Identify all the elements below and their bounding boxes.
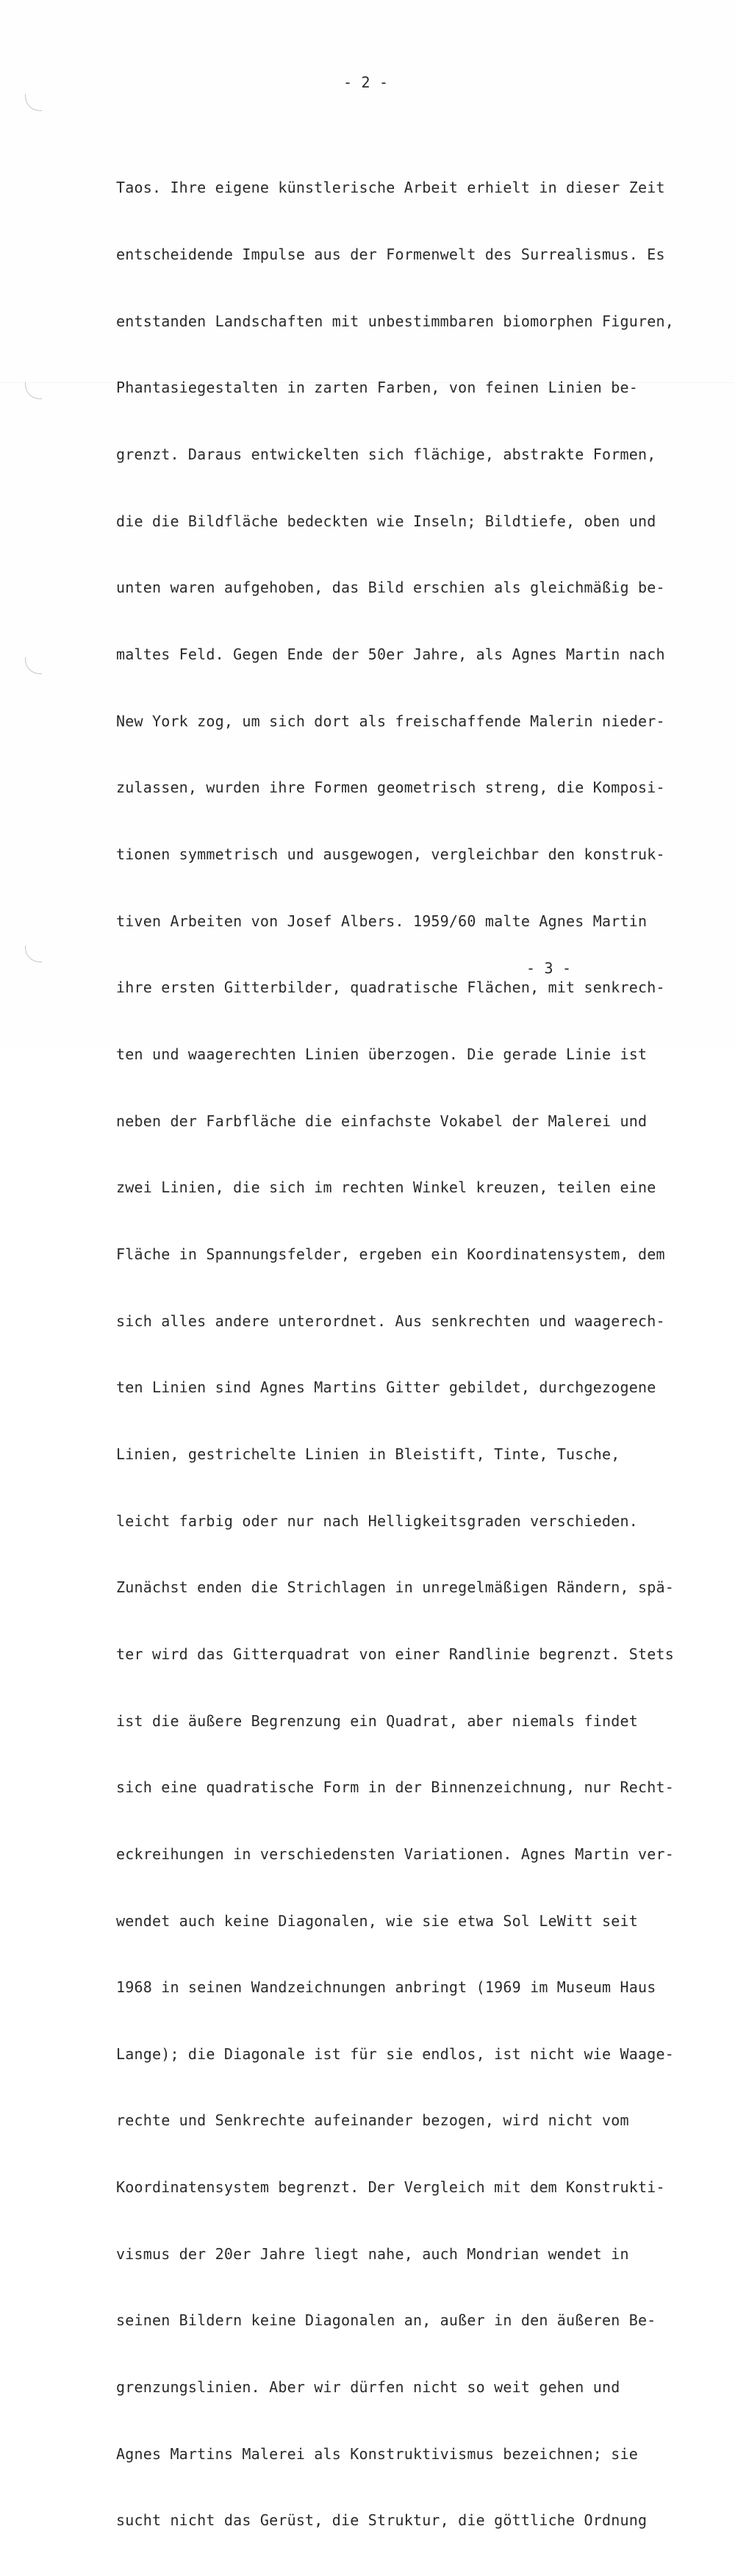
body-text (116, 132, 674, 2576)
text-line: ist die äußere Begrenzung ein Quadrat, aber niemals findet (116, 1711, 638, 1730)
text-line: zulassen, wurden ihre Formen geometrisch streng, die Komposi- (116, 779, 665, 797)
text-line: ten und waagerechten Linien überzogen. Die gerade Linie ist (116, 1045, 648, 1063)
text-line: vismus der 20er Jahre liegt nahe, auch Mondrian wendet in (116, 2244, 629, 2263)
text-line: entstanden Landschaften mit unbestimmbaren biomorphen Figuren, (116, 312, 674, 330)
punch-hole-mark (25, 382, 42, 399)
text-line: neben der Farbfläche die einfachste Vokabel der Malerei und (116, 1112, 648, 1130)
text-line: grenzt. Daraus entwickelten sich flächige, abstrakte Formen, (116, 446, 656, 464)
page-number-top: - 2 - (343, 74, 389, 91)
text-line: Lange); die Diagonale ist für sie endlos, ist nicht wie Waage- (116, 2044, 674, 2063)
page-number-bottom: - 3 - (526, 959, 572, 977)
text-line: Phantasiegestalten in zarten Farben, von feinen Linien be- (116, 379, 638, 397)
text-line: tiven Arbeiten von Josef Albers. 1959/60 malte Agnes Martin (116, 912, 648, 930)
text-line: New York zog, um sich dort als freischaffende Malerin nieder- (116, 712, 665, 730)
text-line: Koordinatensystem begrenzt. Der Vergleich mit dem Konstrukti- (116, 2178, 665, 2197)
text-line: maltes Feld. Gegen Ende der 50er Jahre, als Agnes Martin nach (116, 645, 665, 664)
punch-hole-mark (25, 945, 42, 962)
text-line: sich eine quadratische Form in der Binnenzeichnung, nur Recht- (116, 1778, 674, 1797)
text-line: entscheidende Impulse aus der Formenwelt des Surrealismus. Es (116, 246, 665, 264)
text-line: leicht farbig oder nur nach Helligkeitsgraden verschieden. (116, 1511, 638, 1530)
text-line: zwei Linien, die sich im rechten Winkel kreuzen, teilen eine (116, 1178, 656, 1197)
text-line: seinen Bildern keine Diagonalen an, außer in den äußeren Be- (116, 2311, 656, 2330)
text-line: rechte und Senkrechte aufeinander bezogen, wird nicht vom (116, 2111, 629, 2130)
text-line: sucht nicht das Gerüst, die Struktur, die göttliche Ordnung (116, 2511, 648, 2530)
punch-hole-mark (25, 657, 42, 674)
text-line: sich alles andere unterordnet. Aus senkrechten und waagerech- (116, 1312, 665, 1330)
text-line: Taos. Ihre eigene künstlerische Arbeit erhielt in dieser Zeit (116, 179, 665, 197)
text-line: ihre ersten Gitterbilder, quadratische Flächen, mit senkrech- (116, 978, 665, 997)
text-line: 1968 in seinen Wandzeichnungen anbringt (1969 im Museum Haus (116, 1978, 656, 1997)
text-line: Linien, gestrichelte Linien in Bleistift, Tinte, Tusche, (116, 1445, 620, 1463)
text-line: unten waren aufgehoben, das Bild erschien als gleichmäßig be- (116, 579, 665, 597)
text-line: Fläche in Spannungsfelder, ergeben ein Koordinatensystem, dem (116, 1245, 665, 1263)
text-line: eckreihungen in verschiedensten Variationen. Agnes Martin ver- (116, 1845, 674, 1863)
text-line: die die Bildfläche bedeckten wie Inseln; Bildtiefe, oben und (116, 512, 656, 530)
text-line: Agnes Martins Malerei als Konstruktivismus bezeichnen; sie (116, 2444, 638, 2463)
text-line: grenzungslinien. Aber wir dürfen nicht so weit gehen und (116, 2378, 620, 2397)
punch-hole-mark (25, 94, 42, 111)
text-line: wendet auch keine Diagonalen, wie sie etwa Sol LeWitt seit (116, 1911, 638, 1930)
text-line: ter wird das Gitterquadrat von einer Randlinie begrenzt. Stets (116, 1645, 674, 1663)
text-line: Zunächst enden die Strichlagen in unregelmäßigen Rändern, spä- (116, 1578, 674, 1597)
text-line: ten Linien sind Agnes Martins Gitter gebildet, durchgezogene (116, 1378, 656, 1397)
text-line: tionen symmetrisch und ausgewogen, vergleichbar den konstruk- (116, 845, 665, 863)
